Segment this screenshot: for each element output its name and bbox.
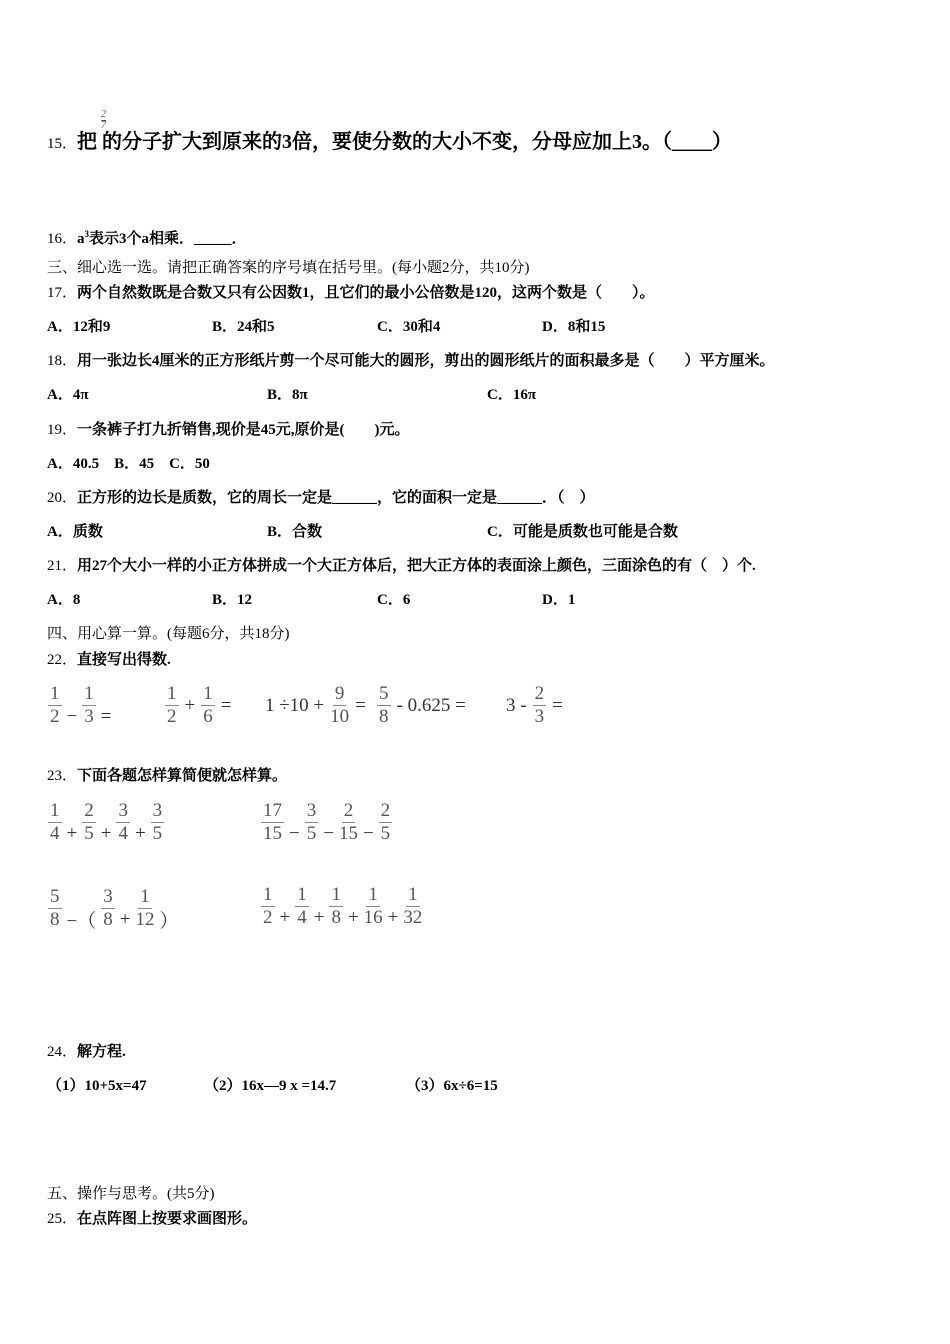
operator: − (289, 822, 300, 844)
denominator: 15 (263, 823, 282, 844)
numerator: 1 (331, 884, 341, 905)
fraction (201, 683, 215, 728)
denominator: 2 (263, 907, 273, 928)
option-a[interactable]: A．12和9 (47, 319, 111, 335)
operator: - 0.625 = (396, 694, 466, 716)
operator: + (313, 906, 325, 928)
denominator: 8 (331, 907, 341, 928)
operator: + (134, 822, 146, 844)
denominator: 4 (50, 823, 60, 844)
operator: + (119, 908, 131, 930)
operator: + (387, 906, 399, 928)
option-a[interactable]: A．8 (47, 592, 81, 608)
option-d[interactable]: D．8和15 (542, 319, 606, 335)
fraction (295, 884, 309, 929)
question-18: 18．用一张边长4厘米的正方形纸片剪一个尽可能大的圆形，剪出的圆形纸片的面积最多是（ ）平方厘米。 (47, 353, 775, 369)
denominator: 2 (50, 706, 60, 727)
fraction (533, 683, 547, 728)
section-3-heading: 三、细心选一选。请把正确答案的序号填在括号里。(每小题2分，共10分) (47, 260, 530, 276)
question-19: 19．一条裤子打九折销售,现价是45元,原价是( )元。 (47, 422, 410, 438)
fraction (261, 884, 275, 929)
expression (258, 800, 395, 845)
equation-2: （2）16x—9 x =14.7 (204, 1078, 337, 1094)
operator: −（ (66, 911, 97, 932)
fraction (48, 886, 62, 931)
operator: = (355, 694, 366, 716)
numerator: 3 (306, 800, 317, 821)
denominator: 5 (152, 823, 163, 844)
fraction (48, 800, 62, 845)
operator: + (279, 906, 291, 928)
fraction (403, 884, 422, 929)
fraction (116, 800, 130, 845)
equation-3: （3）6x÷6=15 (406, 1078, 498, 1094)
denominator: 5 (84, 823, 94, 844)
option-b[interactable]: B．24和5 (212, 319, 275, 335)
numerator: 1 (140, 886, 150, 907)
fraction (82, 800, 96, 845)
option-c[interactable]: C．6 (377, 592, 411, 608)
fraction (101, 886, 115, 931)
section-5-heading: 五、操作与思考。(共5分) (47, 1186, 215, 1202)
equation-1: （1）10+5x=47 (47, 1078, 147, 1094)
fraction (82, 683, 96, 728)
question-15: 15．把 的分子扩大到原来的3倍，要使分数的大小不变，分母应加上3。（____） (47, 131, 733, 153)
operator: = (552, 694, 563, 716)
question-22: 22．直接写出得数. (47, 652, 171, 668)
numerator: 3 (152, 800, 163, 821)
operator: + (184, 694, 196, 716)
numerator: 5 (379, 683, 389, 704)
denominator: 3 (84, 706, 94, 727)
numerator: 17 (263, 800, 282, 821)
denominator: 5 (306, 823, 317, 844)
option-a[interactable]: A．4π (47, 387, 89, 403)
numerator: 1 (84, 683, 94, 704)
question-16: 16．$a^3$表示3个a相乘．_____． (47, 229, 247, 247)
option-c[interactable]: C．16π (487, 387, 537, 403)
denominator: 8 (50, 909, 60, 930)
denominator: 4 (118, 823, 128, 844)
question-24: 24．解方程. (47, 1044, 126, 1060)
fraction (377, 683, 391, 728)
option-c[interactable]: C．可能是质数也可能是合数 (487, 524, 678, 540)
numerator: 2 (343, 800, 354, 821)
operator: + (100, 822, 112, 844)
fraction (364, 884, 383, 929)
fraction (379, 800, 393, 845)
numerator: 3 (103, 886, 113, 907)
question-20: 20．正方形的边长是质数，它的周长一定是______，它的面积一定是______．（ ） (47, 490, 595, 506)
denominator: 10 (330, 706, 350, 727)
numerator: 1 (408, 884, 418, 905)
option-d[interactable]: D．1 (542, 592, 576, 608)
options-19[interactable]: A．40.5 B．45 C．50 (47, 456, 210, 472)
fraction (339, 800, 358, 845)
numerator: 1 (263, 884, 273, 905)
fraction (165, 683, 179, 728)
operator: = (100, 705, 112, 727)
operator: 1 ÷10 + (265, 694, 325, 716)
denominator: 5 (380, 823, 391, 844)
denominator: 2 (167, 706, 177, 727)
fraction (329, 884, 343, 929)
fraction (48, 683, 62, 728)
denominator: 8 (103, 909, 113, 930)
fraction (330, 683, 349, 728)
expression (374, 683, 469, 728)
numerator: 1 (50, 800, 60, 821)
expression (162, 683, 234, 728)
section-4-heading: 四、用心算一算。(每题6分，共18分) (47, 626, 290, 642)
expression (45, 800, 167, 845)
numerator: 2 (380, 800, 391, 821)
option-b[interactable]: B．合数 (267, 524, 323, 540)
operator: − (362, 822, 374, 844)
numerator: 1 (50, 683, 60, 704)
denominator: 16 (363, 907, 383, 928)
fraction (151, 800, 165, 845)
operator: = (220, 694, 232, 716)
denominator: 8 (379, 706, 389, 727)
expression (258, 884, 425, 929)
operator: + (347, 906, 359, 928)
denominator: 32 (403, 907, 423, 928)
numerator: 3 (118, 800, 128, 821)
fraction (135, 886, 154, 931)
operator: − (66, 705, 78, 727)
question-21: 21．用27个大小一样的小正方体拼成一个大正方体后，把大正方体的表面涂上颜色，三面涂色的有（ ）个. (47, 558, 756, 574)
denominator: 15 (338, 823, 358, 844)
numerator: 1 (203, 683, 213, 704)
numerator: 2 (534, 683, 545, 704)
option-b[interactable]: B．12 (212, 592, 253, 608)
numerator: 1 (167, 683, 177, 704)
fraction (261, 800, 284, 845)
numerator: 1 (368, 884, 378, 905)
denominator: 6 (203, 706, 213, 727)
operator: − (323, 822, 334, 844)
question-25: 25．在点阵图上按要求画图形。 (47, 1211, 258, 1227)
expression (262, 683, 369, 728)
option-b[interactable]: B．8π (267, 387, 308, 403)
expression (45, 884, 180, 933)
option-a[interactable]: A．质数 (47, 524, 103, 540)
question-17: 17．两个自然数既是合数又只有公因数1，且它们的最小公倍数是120，这两个数是（ ）。 (47, 285, 655, 301)
denominator: 4 (297, 907, 307, 928)
denominator: 3 (534, 706, 545, 727)
option-c[interactable]: C．30和4 (377, 319, 441, 335)
expression (503, 683, 566, 728)
fraction (305, 800, 319, 845)
operator: ） (159, 911, 179, 932)
operator: + (66, 822, 78, 844)
numerator: 1 (297, 884, 307, 905)
fraction-2-7: 2 7 (101, 109, 106, 131)
numerator: 2 (84, 800, 94, 821)
operator: 3 - (506, 694, 527, 716)
question-23: 23．下面各题怎样算简便就怎样算。 (47, 768, 288, 784)
denominator: 12 (135, 909, 155, 930)
expression (45, 683, 113, 728)
numerator: 5 (50, 886, 60, 907)
numerator: 9 (334, 683, 345, 704)
